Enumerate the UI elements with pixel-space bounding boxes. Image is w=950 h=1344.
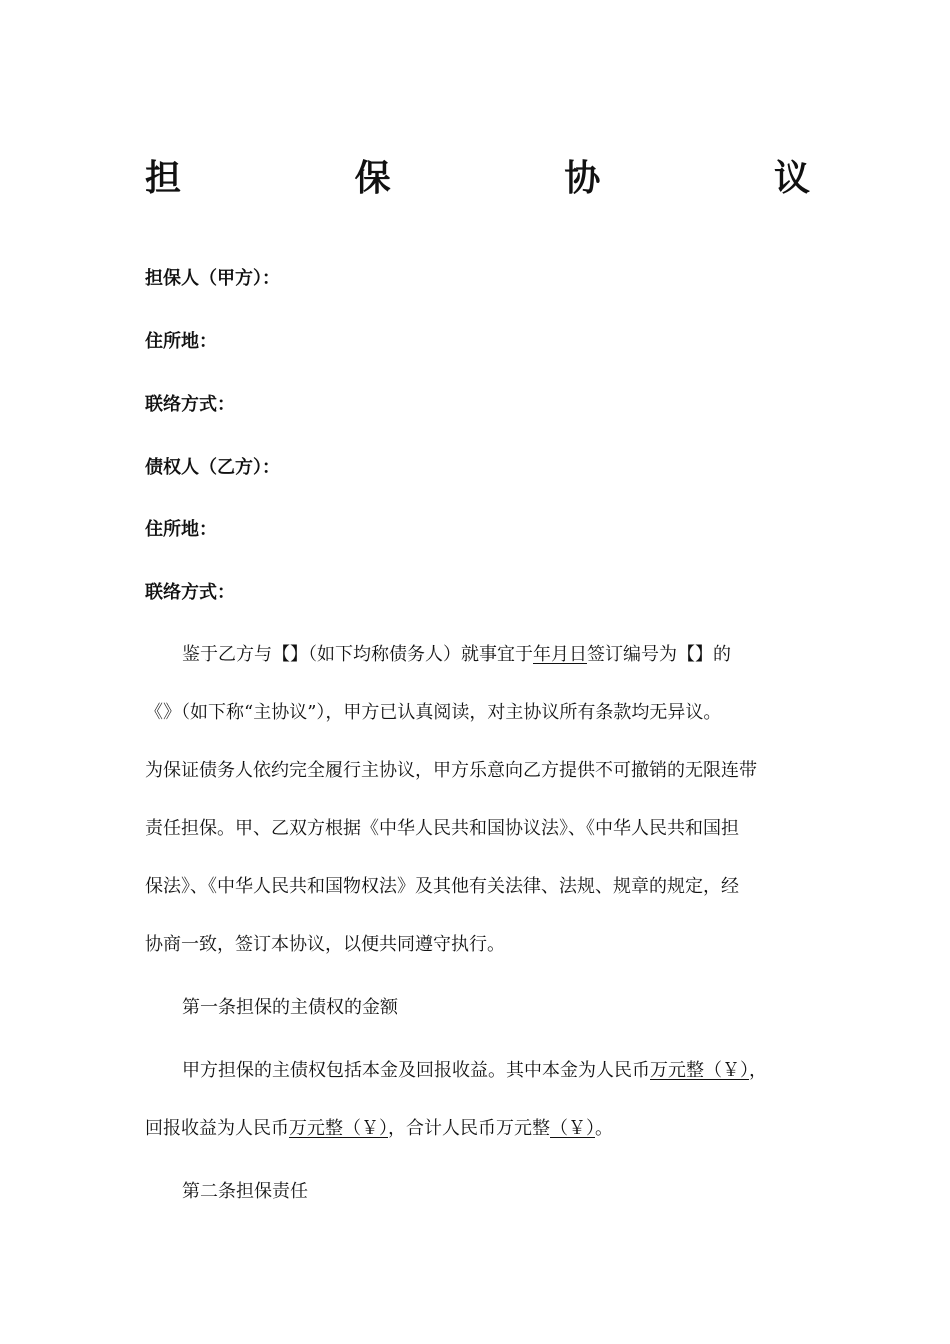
creditor-address-label: 住所地： bbox=[145, 519, 217, 540]
article-1-line-2-b: ，合计人民币万元整 bbox=[388, 1118, 550, 1139]
creditor-contact-label: 联络方式： bbox=[145, 582, 235, 603]
article-1-line-1 bbox=[182, 1058, 767, 1084]
preamble-date: 年月日 bbox=[533, 644, 587, 665]
article-1-line-1-b: ， bbox=[749, 1060, 767, 1081]
article-1-line-2-a: 回报收益为人民币 bbox=[145, 1118, 289, 1139]
article-1-line-2 bbox=[145, 1116, 613, 1142]
article-1-principal-amount: 万元整（￥） bbox=[650, 1060, 749, 1081]
title-char-1: 担 bbox=[145, 157, 182, 199]
article-1-line-2-c: 。 bbox=[595, 1118, 613, 1139]
creditor-label: 债权人（乙方）： bbox=[145, 457, 280, 478]
preamble-line-1-a: 鉴于乙方与【】（如下均称债务人）就事宜于 bbox=[182, 644, 533, 665]
article-1-return-amount: 万元整（￥） bbox=[289, 1118, 388, 1139]
title-char-3: 协 bbox=[564, 157, 601, 199]
preamble-line-2-text: 《》（如下称“主协议”），甲方已认真阅读，对主协议所有条款均无异议。 bbox=[145, 702, 722, 723]
article-2-heading: 第二条担保责任 bbox=[182, 1181, 308, 1202]
preamble-line-5: 保法》、《中华人民共和国物权法》及其他有关法律、法规、规章的规定，经 bbox=[145, 876, 739, 897]
preamble-line-1-b: 签订编号为【】的 bbox=[587, 644, 731, 665]
preamble-line-6: 协商一致，签订本协议，以便共同遵守执行。 bbox=[145, 934, 505, 955]
preamble-line-4: 责任担保。甲、乙双方根据《中华人民共和国协议法》、《中华人民共和国担 bbox=[145, 818, 739, 839]
guarantor-address-label: 住所地： bbox=[145, 331, 217, 352]
title-char-2: 保 bbox=[354, 157, 391, 199]
article-1-total-amount: （￥） bbox=[550, 1118, 595, 1139]
preamble-line-1 bbox=[182, 642, 731, 668]
document-title bbox=[145, 150, 810, 200]
article-1-heading: 第一条担保的主债权的金额 bbox=[182, 997, 398, 1018]
preamble-line-3: 为保证债务人依约完全履行主协议，甲方乐意向乙方提供不可撤销的无限连带 bbox=[145, 760, 757, 781]
preamble-line-2 bbox=[145, 700, 810, 726]
title-char-4: 议 bbox=[773, 157, 810, 199]
guarantor-contact-label: 联络方式： bbox=[145, 394, 235, 415]
article-1-line-1-a: 甲方担保的主债权包括本金及回报收益。其中本金为人民币 bbox=[182, 1060, 650, 1081]
guarantor-label: 担保人（甲方）： bbox=[145, 268, 280, 289]
